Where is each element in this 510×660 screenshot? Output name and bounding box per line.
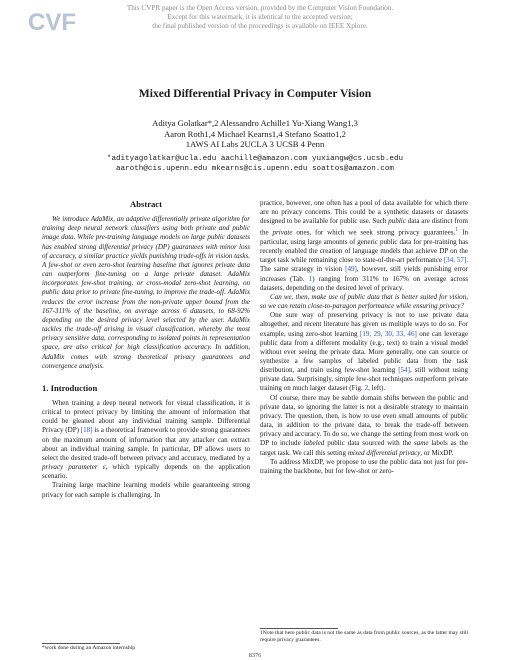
citation-link[interactable]: [49] — [345, 265, 357, 274]
right-paragraph-3: One sure way of preserving privacy is not to use private data altogether, and recent literature has given us multiple ways to do so. For example, using zero-shot learning [19, 29, 30, 33, 46] one can leverage public data from a different modality (e.g., text) to train a visual model without ever seeing the private data. More generally, one can source or synthesize a few samples of labeled public data from the task distribution, and train using few-shot learning [54], still without using private data. Surprisingly, simple few-shot techniques outperform private training on much larger dataset (Fig. 2, left). — [260, 311, 469, 393]
figure-reference-link[interactable]: 2 — [364, 384, 369, 393]
citation-link[interactable]: [19, 29, 30, 33, 46] — [360, 329, 417, 338]
citation-link[interactable]: [34, 57] — [443, 256, 467, 265]
email-block — [0, 154, 510, 175]
footnote-divider-right — [260, 628, 338, 629]
page-number: 8376 — [248, 652, 262, 659]
email-line-1: *adityagolatkar@ucla.edu aachille@amazon.com yuxiangw@cs.ucsb.edu — [106, 155, 404, 163]
cvf-logo-text: CVF — [28, 9, 76, 36]
intro-paragraph-1: When training a deep neural network for visual classification, it is critical to protect privacy by limiting the amount of information that could be gleaned about any individual training sample. Differential Privacy (DP) [18] is a theoretical framework to provide strong guarantees on the maximum amount of information that any attacker can extract about an individual training sample. In particular, DP allows users to select the desired trade-off between privacy and accuracy, mediated by a privacy parameter ε, which typically depends on the application scenario. — [42, 398, 250, 481]
table-reference-link[interactable]: 1 — [308, 274, 313, 283]
right-paragraph-5: To address MixDP, we propose to use the public data not just for pre-training the backbone, but for few-shot or zero- — [260, 457, 468, 475]
paper-title: Mixed Differential Privacy in Computer Vision — [138, 87, 372, 100]
right-paragraph-1: practice, however, one often has a pool of data available for which there are no privacy concerns. This could be a synthetic datasets or datasets designed to be available for public use. Such public data are distinct from the private ones, for which we seek strong privacy guarantees.$^1$ In particular, using large amounts of generic public data for pre-training has recently enabled the creation of language models that achieve DP on the target task while remaining close to state-of-the-art performance [34, 57]. The same strategy in vision [49], however, still yields punishing error increases (Tab. 1) ranging from 311% to 167% on average across datasets, depending on the desired level of privacy. — [260, 199, 469, 292]
footnote-left: *work done during an Amazon internship — [42, 645, 136, 651]
notice-line-3: the final published version of the proceedings is available on IEEE Xplore. — [152, 22, 368, 31]
left-column — [42, 200, 250, 500]
authors-line-2: Aaron Roth1,4 Michael Kearns1,4 Stefano Soatto1,2 — [164, 128, 346, 139]
citation-link[interactable]: [54] — [398, 366, 410, 375]
abstract-heading: Abstract — [130, 199, 162, 209]
authors-line-1: Aditya Golatkar*,2 Alessandro Achille1 Yu-Xiang Wang1,3 — [152, 118, 358, 128]
notice-line-2: Except for this watermark, it is identical to the accepted version; — [167, 13, 353, 22]
cvf-logo — [26, 6, 78, 36]
author-block — [0, 118, 510, 150]
introduction-heading: 1. Introduction — [42, 382, 98, 393]
notice-line-1: This CVPR paper is the Open Access version, provided by the Computer Vision Foundation. — [126, 4, 394, 12]
right-paragraph-4: Of course, there may be subtle domain shifts between the public and private data, so ignoring the latter is not a desirable strategy to maintain privacy. The question, then, is how to use even small amounts of public data, in addition to the private data, to break the trade-off between privacy and accuracy. To do so, we change the setting from most work on DP to include labeled public data sourced with the same labels as the target task. We call this setting mixed differential privacy, or MixDP. — [260, 393, 468, 457]
footnote-divider-left — [42, 643, 120, 644]
affiliations-line: 1AWS AI Labs 2UCLA 3 UCSB 4 Penn — [185, 139, 325, 150]
footnote-marker[interactable]: 1 — [455, 227, 459, 234]
footnote-right: 1Note that here public data is not the same as data from public sources, as the latter may still require privacy guarantees. — [260, 630, 468, 643]
abstract-text: We introduce AdaMix, an adaptive differentially private algorithm for training deep neural network classifiers using both private and public image data. While pre-training language models on large public datasets has enabled strong differential privacy (DP) guarantees with minor loss of accuracy, a similar practice yields punishing trade-offs in vision tasks. A few-shot or even zero-shot learning baseline that ignores private data can outperform fine-tuning on a large private dataset. AdaMix incorporates few-shot training, or cross-modal zero-shot learning, on public data prior to private fine-tuning, to improve the trade-off. AdaMix reduces the error increase from the non-private upper bound from the 167-311% of the baseline, on average across 6 datasets, to 68-92% depending on the desired privacy level selected by the user. AdaMix tackles the trade-off arising in visual classification, whereby the most privacy sensitive data, corresponding to isolated points in representation space, are also critical for high classification accuracy. In addition, AdaMix comes with strong theoretical privacy guarantees and convergence analysis. — [42, 215, 250, 370]
citation-link[interactable]: [18] — [80, 426, 93, 435]
right-column — [260, 199, 468, 476]
right-paragraph-2: Can we, then, make use of public data that is better suited for vision, so we can retain close-to-paragon performance while ensuring privacy? — [260, 292, 468, 311]
email-line-2: aaroth@cis.upenn.edu mkearns@cis.upenn.edu soattos@amazon.com — [116, 165, 394, 174]
intro-paragraph-2: Training large machine learning models while guaranteeing strong privacy for each sample is challenging. In — [42, 481, 250, 499]
open-access-notice — [110, 4, 410, 32]
